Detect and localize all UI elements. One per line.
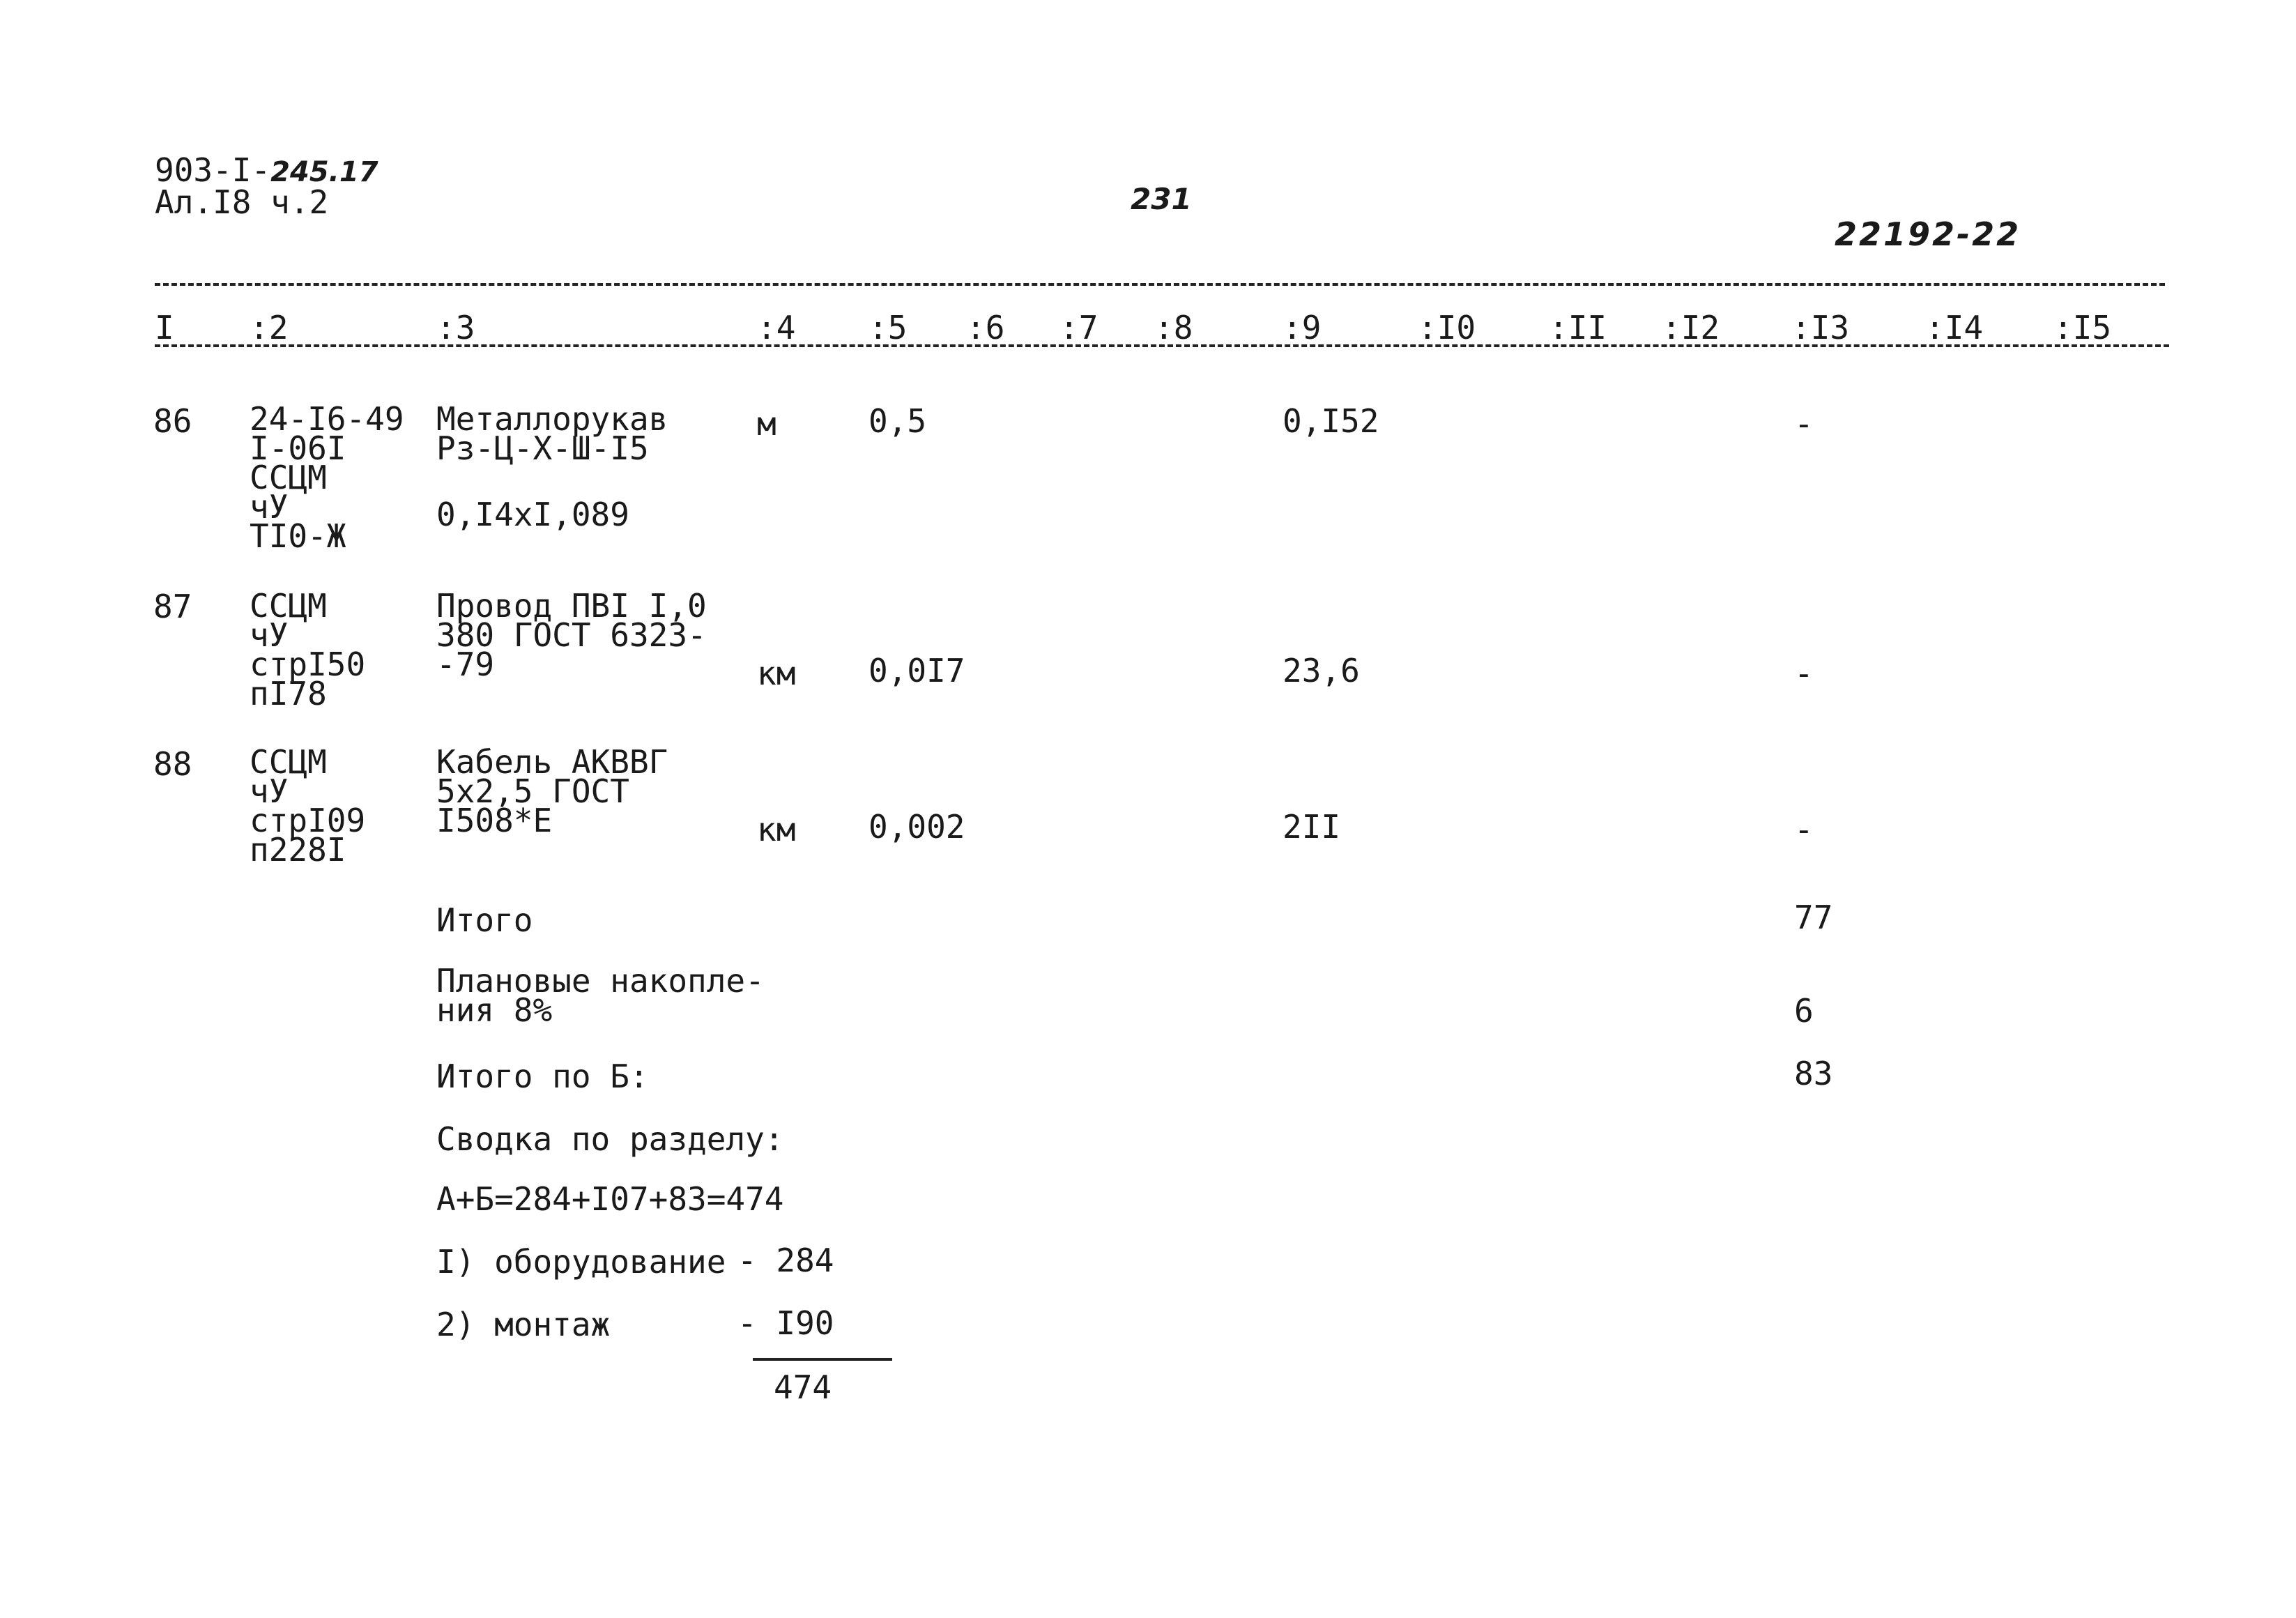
document-number: 22192-22 [1835,215,2021,253]
code-line: ССЦМ [250,459,327,496]
column-header-3: :3 [436,309,475,346]
table-row-87-price: 23,6 [1283,652,1360,689]
name-line: -79 [436,646,495,683]
table-row-86-dimensions: 0,I4xI,089 [436,496,629,533]
table-row-87-name [436,587,707,683]
column-header-15: :I5 [2053,309,2112,346]
grand-total: 474 [774,1368,832,1406]
mounting-label: 2) монтаж [436,1306,611,1343]
name-line: Провод ПВI I,0 [436,587,707,625]
table-row-88-unit: км [757,811,796,848]
table-row-87-code [250,587,366,712]
table-row-86-quantity: 0,5 [868,402,927,440]
column-header-1: I [155,309,174,346]
table-row-88-quantity: 0,002 [868,808,965,846]
table-row-87-quantity: 0,0I7 [868,652,965,689]
table-row-86-unit: м [757,405,776,443]
table-row-88-code [250,743,366,869]
code-line: ССЦМ [250,587,327,625]
document-code-handwritten: 245.17 [270,156,378,188]
plan-line: Плановые накопле- [436,962,765,1000]
code-line: п228I [250,831,346,869]
name-line: 5х2,5 ГОСТ [436,772,629,810]
itogo-b-value: 83 [1794,1055,1833,1092]
code-line: I-06I [250,429,346,467]
column-header-10: :I0 [1418,309,1476,346]
document-code-prefix: 903-I- [155,151,271,189]
table-row-88-number: 88 [153,745,192,783]
name-line: I508*Е [436,802,553,839]
table-row-86-number: 86 [153,402,192,440]
section-summary-heading: Сводка по разделу: [436,1120,784,1158]
column-header-12: :I2 [1662,309,1720,346]
code-line: чУ [250,616,289,654]
plan-accumulation-label [436,962,765,1029]
column-header-13: :I3 [1791,309,1850,346]
name-line: 380 ГОСТ 6323- [436,616,707,654]
plan-line: ния 8% [436,991,553,1029]
sum-rule [753,1358,892,1361]
name-line: Рз-Ц-Х-Ш-I5 [436,429,649,467]
column-header-2: :2 [250,309,289,346]
code-line: TI0-Ж [250,517,346,555]
equipment-value: - 284 [737,1242,834,1279]
code-line: стрI09 [250,802,366,839]
column-header-9: :9 [1283,309,1322,346]
table-row-87-unit: км [757,655,796,692]
code-line: чУ [250,772,289,810]
column-header-4: :4 [757,309,796,346]
name-line: Кабель АКВВГ [436,743,668,781]
table-row-87-total: - [1794,655,1814,692]
column-header-6: :6 [966,309,1005,346]
table-row-88-name [436,743,668,839]
itogo-label: Итого [436,901,533,939]
table-row-86-name [436,400,668,467]
table-row-86-price: 0,I52 [1283,402,1379,440]
mounting-value: - I90 [737,1304,834,1342]
code-line: пI78 [250,675,327,712]
table-row-86-total: - [1794,405,1814,443]
table-row-86-code [250,400,404,555]
code-line: чУ [250,488,289,526]
column-header-11: :II [1549,309,1607,346]
code-line: стрI50 [250,646,366,683]
itogo-value: 77 [1794,899,1833,936]
code-line: ССЦМ [250,743,327,781]
column-header-14: :I4 [1925,309,1984,346]
sheet-reference: Ал.I8 ч.2 [155,183,329,221]
table-row-88-total: - [1794,811,1814,848]
table-top-rule [155,283,2165,286]
column-header-7: :7 [1059,309,1099,346]
table-row-87-number: 87 [153,588,192,625]
code-line: 24-I6-49 [250,400,404,438]
equipment-label: I) оборудование [436,1243,726,1281]
column-header-8: :8 [1154,309,1193,346]
page-number: 231 [1131,182,1192,216]
column-header-5: :5 [868,309,908,346]
name-line: Металлорукав [436,400,668,438]
section-summary-formula: А+Б=284+I07+83=474 [436,1180,784,1218]
plan-accumulation-value: 6 [1794,992,1814,1030]
table-row-88-price: 2II [1283,808,1341,846]
itogo-b-label: Итого по Б: [436,1058,649,1095]
